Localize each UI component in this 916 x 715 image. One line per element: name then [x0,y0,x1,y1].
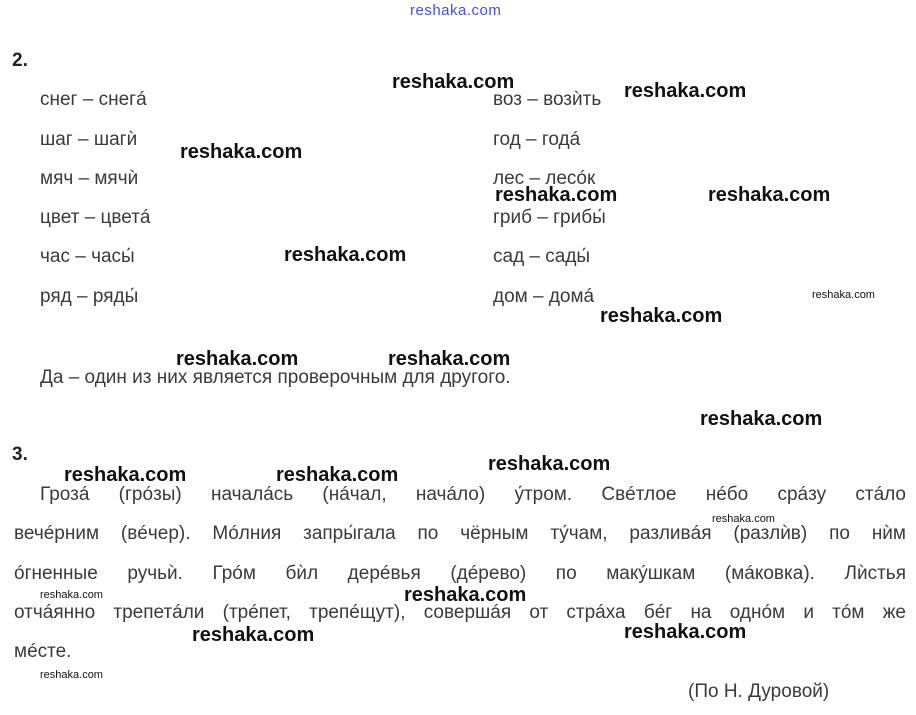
watermark: reshaka.com [192,624,315,646]
text-line: мéсте. [14,641,72,662]
word-pair: лес – лесóк [493,168,596,189]
text-line: вечéрним (вéчер). Мóлния запры́гала по чёрным ту́чам, разливáя (разлѝв) по нѝм [14,523,906,544]
watermark: reshaka.com [624,80,747,102]
watermark: reshaka.com [624,621,747,643]
watermark: reshaka.com [600,305,723,327]
word-pair: час – часы́ [40,246,135,267]
author-credit: (По Н. Дуровой) [688,681,830,702]
watermark: reshaka.com [700,408,823,430]
word-pair: год – годá [493,129,581,150]
exercise-number-2: 2. [12,50,28,71]
answer-sentence: Да – один из них является проверочным для другого. [40,367,511,388]
watermark: reshaka.com [488,453,611,475]
watermark: reshaka.com [284,244,407,266]
word-pair: шаг – шагѝ [40,129,138,150]
watermark: reshaka.com [276,464,399,486]
text-line: Грозá (грóзы) началáсь (нáчал, начáло) у́тром. Свéтлое нéбо срáзу стáло [40,484,906,505]
word-pair: снег – снегá [40,89,147,110]
watermark-small: reshaka.com [712,513,775,525]
word-pair: дом – домá [493,286,595,307]
site-header-link[interactable]: reshaka.com [410,2,502,19]
watermark-small: reshaka.com [40,669,103,681]
exercise-number-3: 3. [12,444,28,465]
watermark: reshaka.com [176,348,299,370]
watermark: reshaka.com [388,348,511,370]
word-pair: гриб – грибы́ [493,207,606,228]
word-pair: ряд – ряды́ [40,286,139,307]
watermark: reshaka.com [404,584,527,606]
word-pair: воз – возѝть [493,89,602,110]
watermark: reshaka.com [392,71,515,93]
watermark: reshaka.com [64,464,187,486]
watermark-small: reshaka.com [40,589,103,601]
word-pair: сад – сады́ [493,246,591,267]
text-line: отчáянно трепетáли (трéпет, трепéщут), совершáя от стрáха бéг на однóм и тóм же [14,602,906,623]
watermark: reshaka.com [495,184,618,206]
watermark: reshaka.com [180,141,303,163]
watermark-small: reshaka.com [812,289,875,301]
word-pair: мяч – мячѝ [40,168,139,189]
watermark: reshaka.com [708,184,831,206]
text-line: óгненные ручьѝ. Грóм бѝл дерéвья (дéрево) по макýшкам (мáковка). Лѝстья [14,563,906,584]
word-pair: цвет – цветá [40,207,151,228]
